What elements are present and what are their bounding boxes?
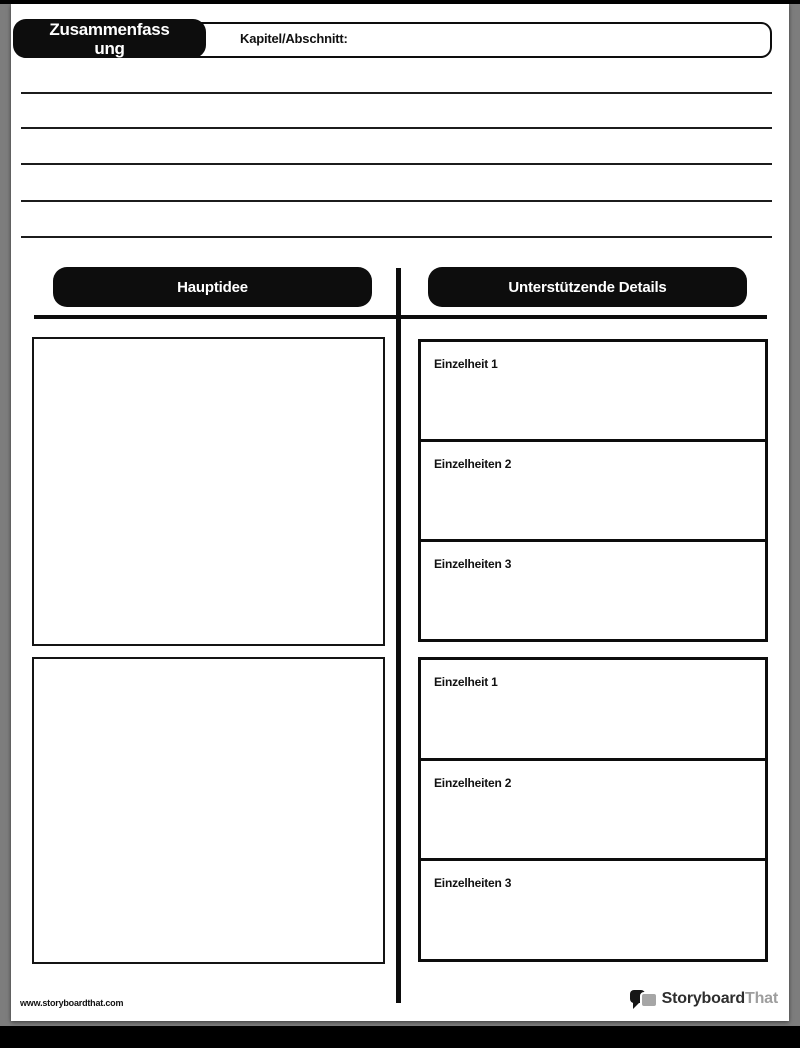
logo-wordmark: [662, 990, 778, 1008]
writing-line: [21, 236, 772, 238]
column-divider: [396, 268, 401, 1003]
main-idea-header-pill: [53, 267, 372, 307]
detail-row: [421, 660, 765, 761]
logo-text-that: That: [745, 990, 778, 1007]
detail-row: [421, 761, 765, 862]
writing-line: [21, 163, 772, 165]
detail-row-label: Einzelheit 1: [434, 675, 498, 689]
detail-row-label: Einzelheiten 2: [434, 457, 512, 471]
worksheet-title-pill: [13, 19, 206, 58]
worksheet-title: Zusammenfassung: [49, 19, 170, 58]
speech-bubble-light: [640, 992, 658, 1008]
main-idea-header-label: Hauptidee: [177, 278, 248, 296]
speech-bubble-tail: [633, 1002, 640, 1009]
worksheet-page: [11, 4, 789, 1021]
supporting-details-header-pill: [428, 267, 747, 307]
writing-line: [21, 200, 772, 202]
main-idea-box-1: [32, 337, 385, 646]
bottom-border-bar: [0, 1026, 800, 1048]
chapter-section-label: Kapitel/Abschnitt:: [240, 31, 348, 46]
detail-row: [421, 442, 765, 542]
main-idea-box-2: [32, 657, 385, 964]
storyboardthat-logo: [630, 985, 778, 1013]
logo-text-storyboard: Storyboard: [661, 990, 746, 1007]
detail-group-1: [418, 339, 768, 642]
detail-row-label: Einzelheiten 3: [434, 557, 512, 571]
detail-row-label: Einzelheiten 3: [434, 876, 512, 891]
detail-row: [421, 542, 765, 639]
detail-group-2: [418, 657, 768, 962]
speech-bubbles-icon: [630, 987, 658, 1011]
writing-line: [21, 92, 772, 94]
supporting-details-header-label: Unterstützende Details: [508, 278, 667, 296]
detail-row: [421, 861, 765, 959]
writing-line: [21, 127, 772, 129]
detail-row-label: Einzelheiten 2: [434, 775, 512, 790]
detail-row-label: Einzelheit 1: [434, 357, 498, 371]
detail-row: [421, 342, 765, 442]
website-url: www.storyboardthat.com: [20, 998, 124, 1008]
